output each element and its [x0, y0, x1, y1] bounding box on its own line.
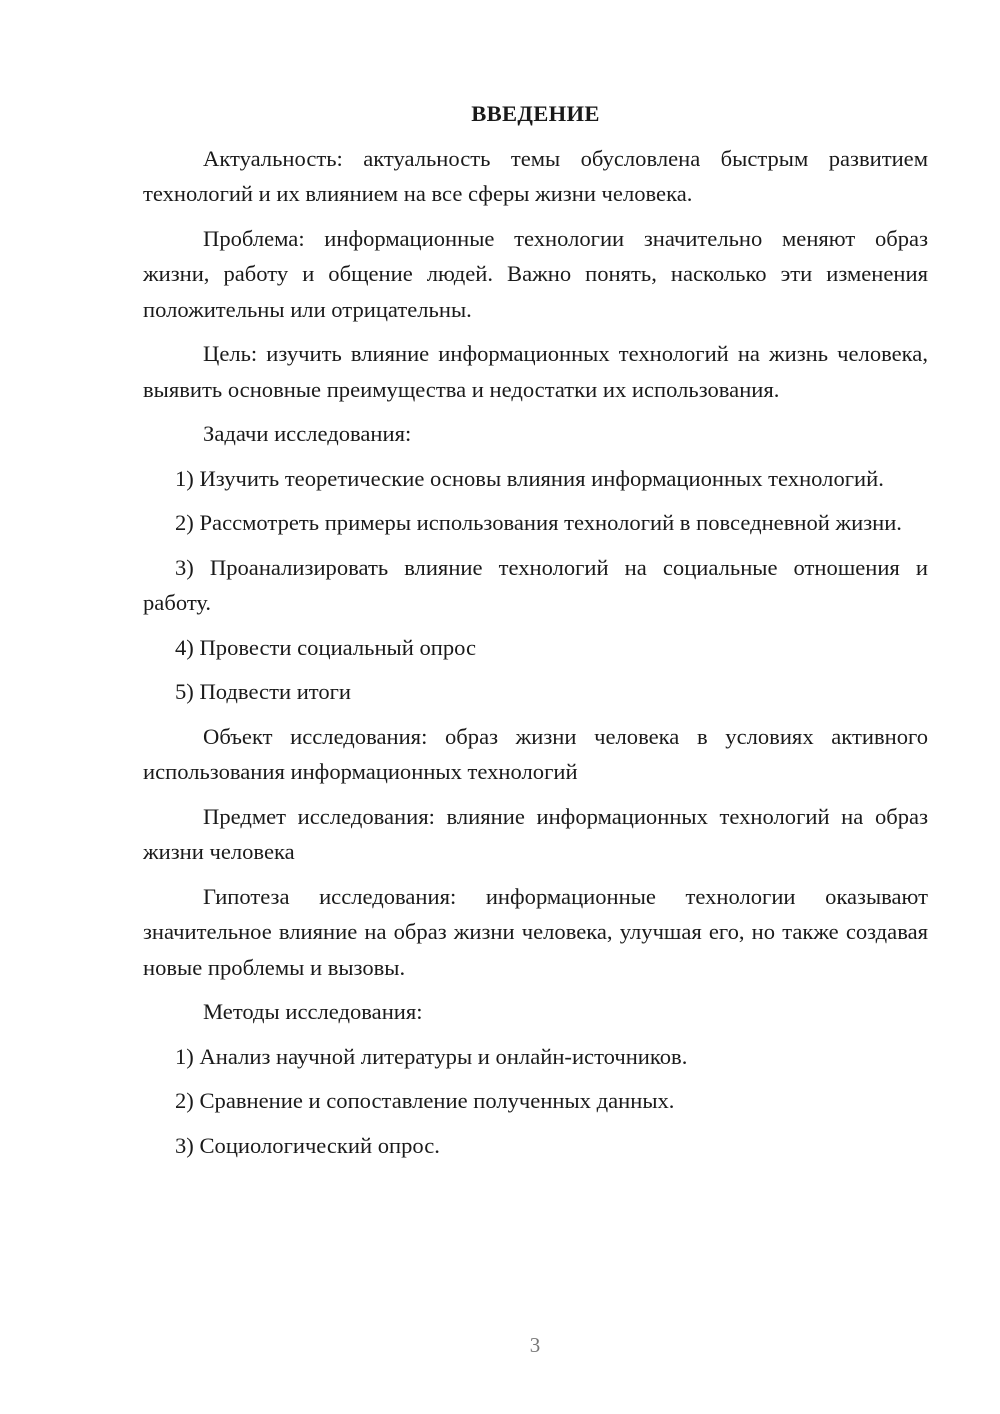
- list-item-method-1: 1) Анализ научной литературы и онлайн-источников.: [175, 1043, 688, 1069]
- paragraph-hypothesis: Гипотеза исследования: информационные технологии оказывают значительное влияние на образ жизни человека, улучшая его, но также создавая новые проблемы и вызовы.: [143, 883, 928, 980]
- list-item-method-3: 3) Социологический опрос.: [175, 1132, 440, 1158]
- paragraph-object: Объект исследования: образ жизни человека в условиях активного использования информационных технологий: [143, 723, 928, 784]
- list-item-task-3: 3) Проанализировать влияние технологий на социальные отношения и работу.: [143, 554, 928, 615]
- list-item-task-1: 1) Изучить теоретические основы влияния информационных технологий.: [175, 465, 884, 491]
- page-content: [143, 96, 928, 1172]
- paragraph-subject: Предмет исследования: влияние информационных технологий на образ жизни человека: [143, 803, 928, 864]
- paragraph-tasks-heading: Задачи исследования:: [203, 421, 412, 446]
- paragraph-relevance: Актуальность: актуальность темы обусловлена быстрым развитием технологий и их влиянием на все сферы жизни человека.: [143, 145, 928, 206]
- paragraph-methods-heading: Методы исследования:: [203, 999, 423, 1024]
- list-item-task-4: 4) Провести социальный опрос: [175, 634, 477, 660]
- page-number: 3: [529, 1333, 541, 1357]
- list-item-task-2: 2) Рассмотреть примеры использования технологий в повседневной жизни.: [175, 510, 902, 535]
- paragraph-goal: Цель: изучить влияние информационных технологий на жизнь человека, выявить основные преимущества и недостатки их использования.: [143, 341, 928, 402]
- list-item-method-2: 2) Сравнение и сопоставление полученных данных.: [175, 1088, 675, 1113]
- paragraph-problem: Проблема: информационные технологии значительно меняют образ жизни, работу и общение людей. Важно понять, насколько эти изменения положительны или отрицательны.: [143, 225, 928, 322]
- section-title: ВВЕДЕНИЕ: [471, 101, 600, 126]
- list-item-task-5: 5) Подвести итоги: [175, 679, 352, 704]
